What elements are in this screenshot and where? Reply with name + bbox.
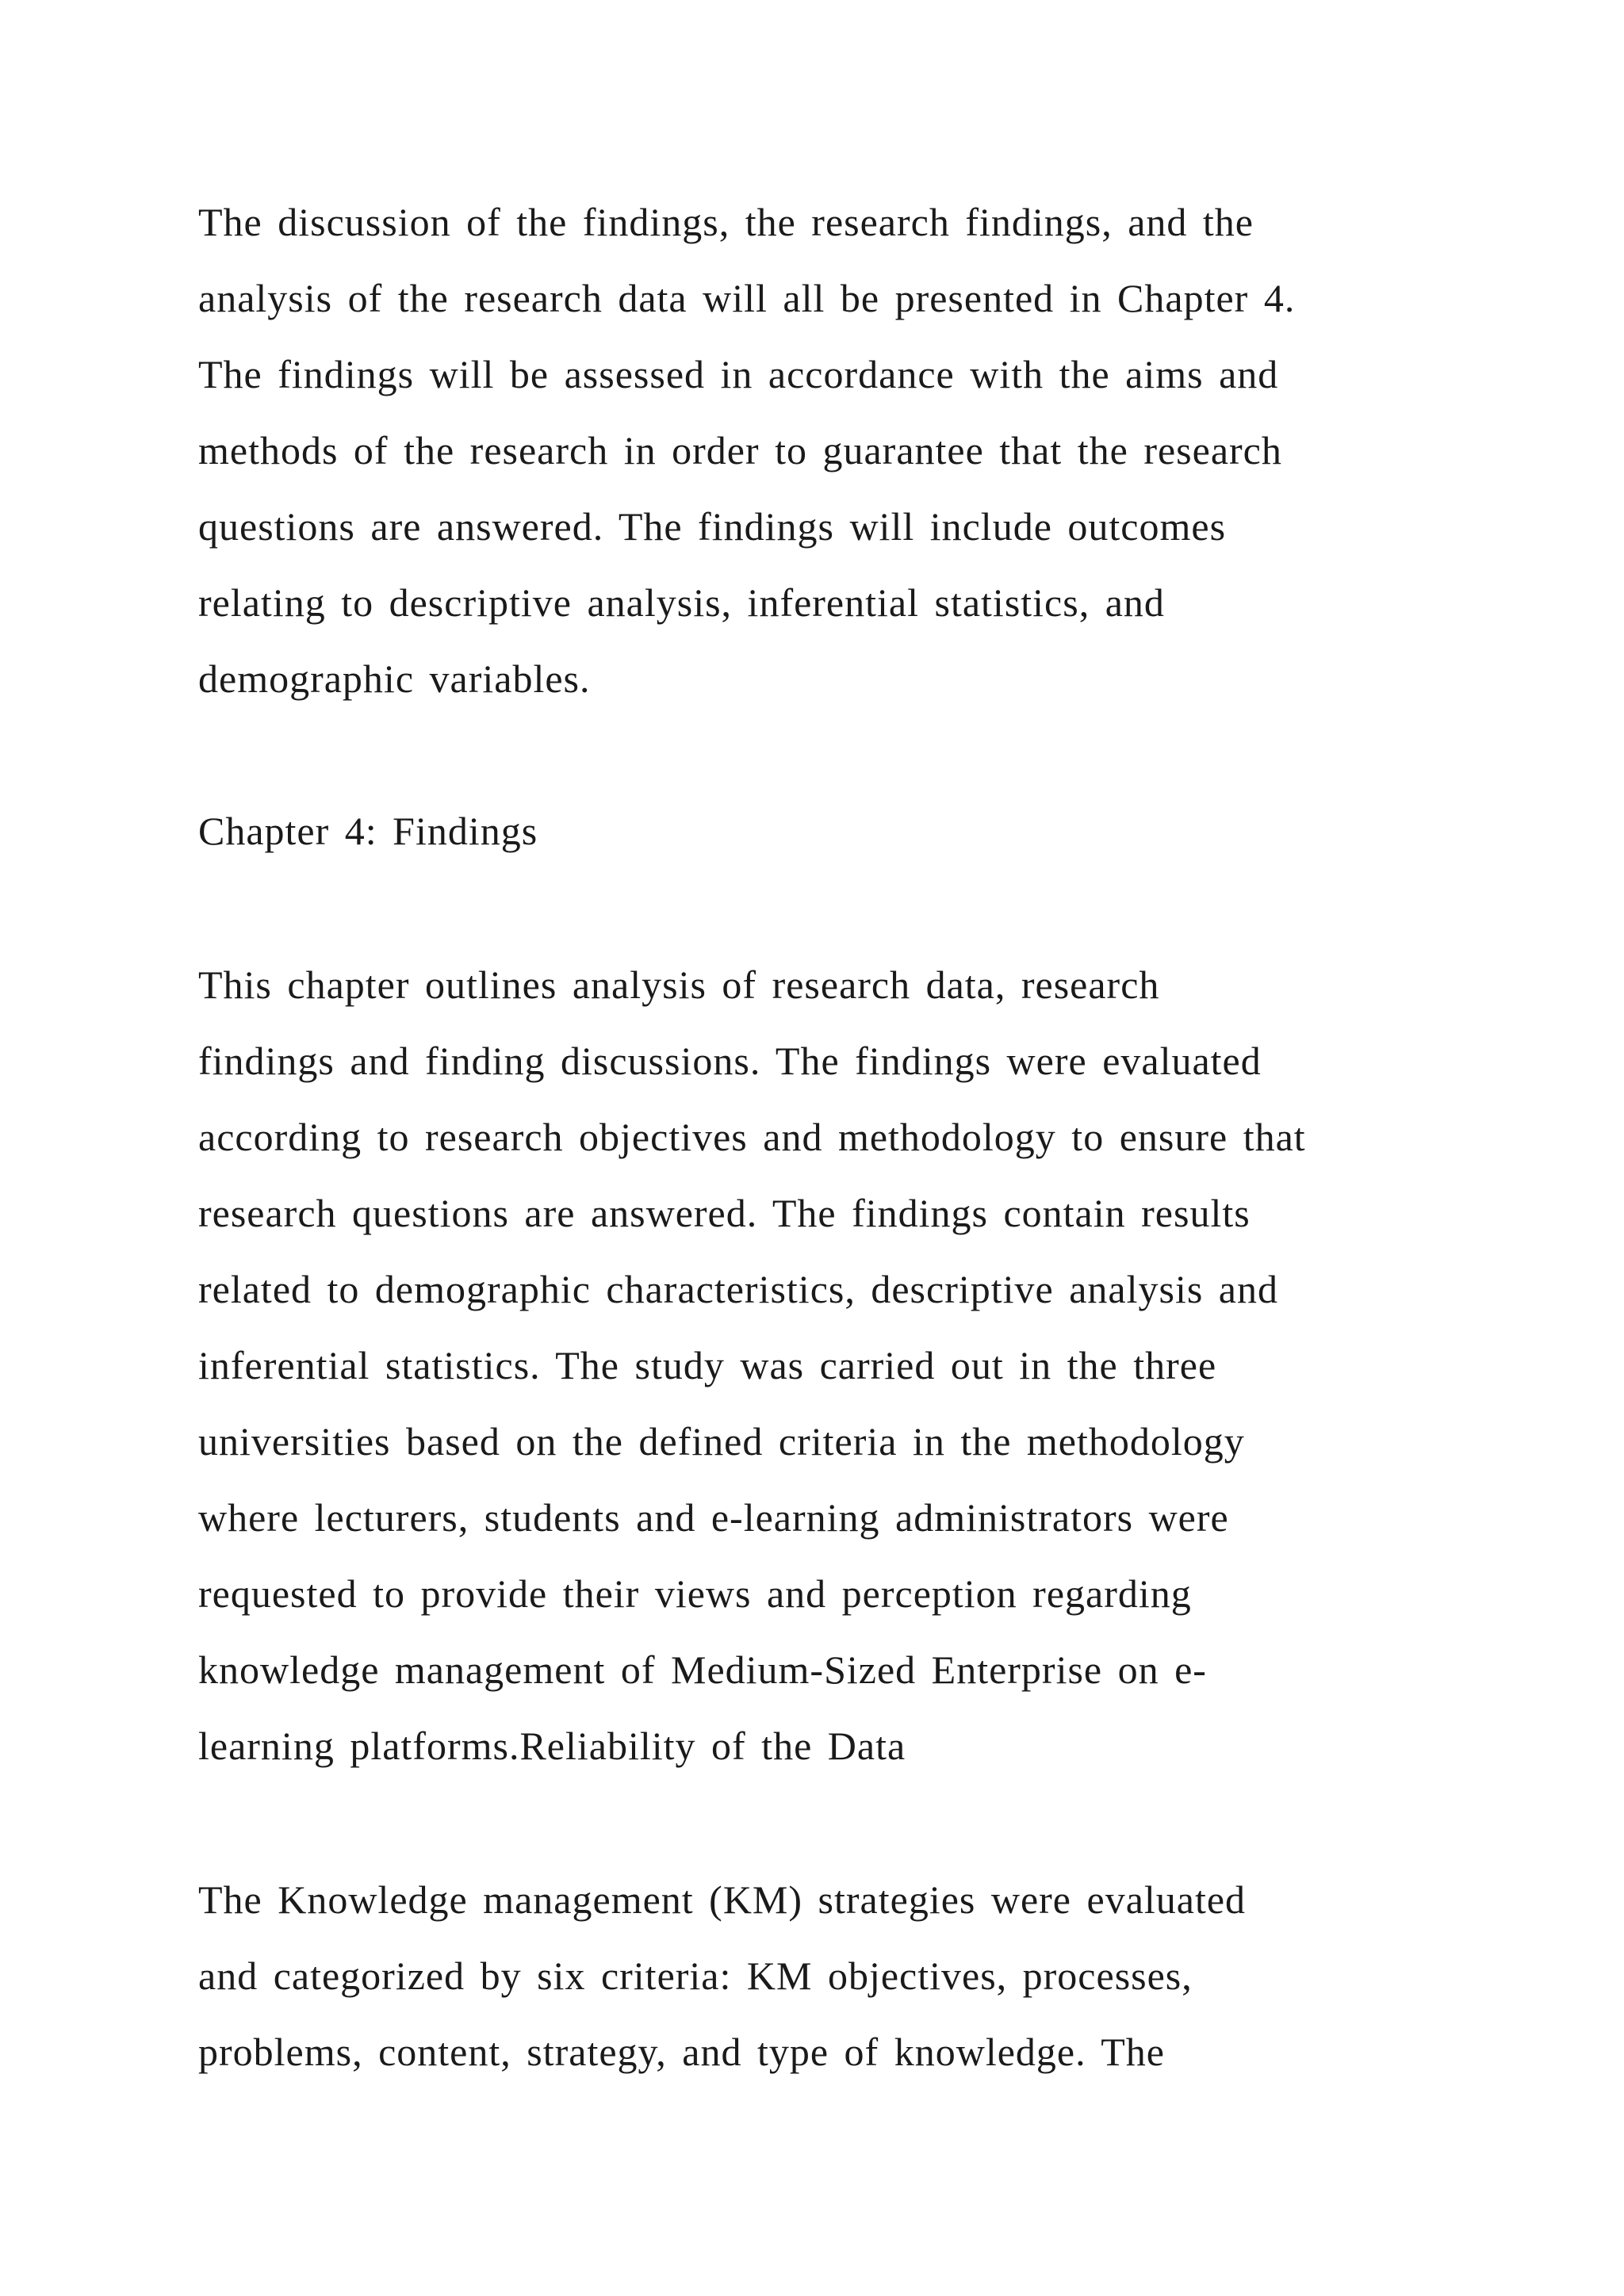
chapter-title: Chapter 4: Findings bbox=[198, 809, 538, 853]
text-line: inferential statistics. The study was carried out in the three bbox=[198, 1343, 1217, 1387]
text-line: related to demographic characteristics, descriptive analysis and bbox=[198, 1267, 1278, 1311]
text-line: universities based on the defined criteria in the methodology bbox=[198, 1419, 1245, 1464]
text-line: requested to provide their views and perception regarding bbox=[198, 1571, 1192, 1616]
text-line: questions are answered. The findings will include outcomes bbox=[198, 504, 1227, 549]
text-line: and categorized by six criteria: KM objectives, processes, bbox=[198, 1954, 1193, 1998]
text-line: relating to descriptive analysis, inferential statistics, and bbox=[198, 580, 1165, 625]
text-line: knowledge management of Medium-Sized Enterprise on e- bbox=[198, 1647, 1207, 1692]
text-line: where lecturers, students and e-learning administrators were bbox=[198, 1495, 1229, 1540]
text-line: according to research objectives and methodology to ensure that bbox=[198, 1115, 1306, 1159]
text-line: research questions are answered. The findings contain results bbox=[198, 1191, 1251, 1235]
text-line: The Knowledge management (KM) strategies were evaluated bbox=[198, 1877, 1247, 1922]
text-line: analysis of the research data will all be presented in Chapter 4. bbox=[198, 276, 1296, 320]
text-line: This chapter outlines analysis of research data, research bbox=[198, 962, 1160, 1007]
text-line: The findings will be assessed in accordance with the aims and bbox=[198, 352, 1279, 396]
text-line: learning platforms.Reliability of the Data bbox=[198, 1724, 906, 1768]
text-line: findings and finding discussions. The findings were evaluated bbox=[198, 1039, 1262, 1083]
text-line: demographic variables. bbox=[198, 656, 591, 701]
text-line: The discussion of the findings, the research findings, and the bbox=[198, 200, 1254, 244]
text-line: problems, content, strategy, and type of knowledge. The bbox=[198, 2030, 1165, 2074]
text-line: methods of the research in order to guarantee that the research bbox=[198, 428, 1282, 473]
